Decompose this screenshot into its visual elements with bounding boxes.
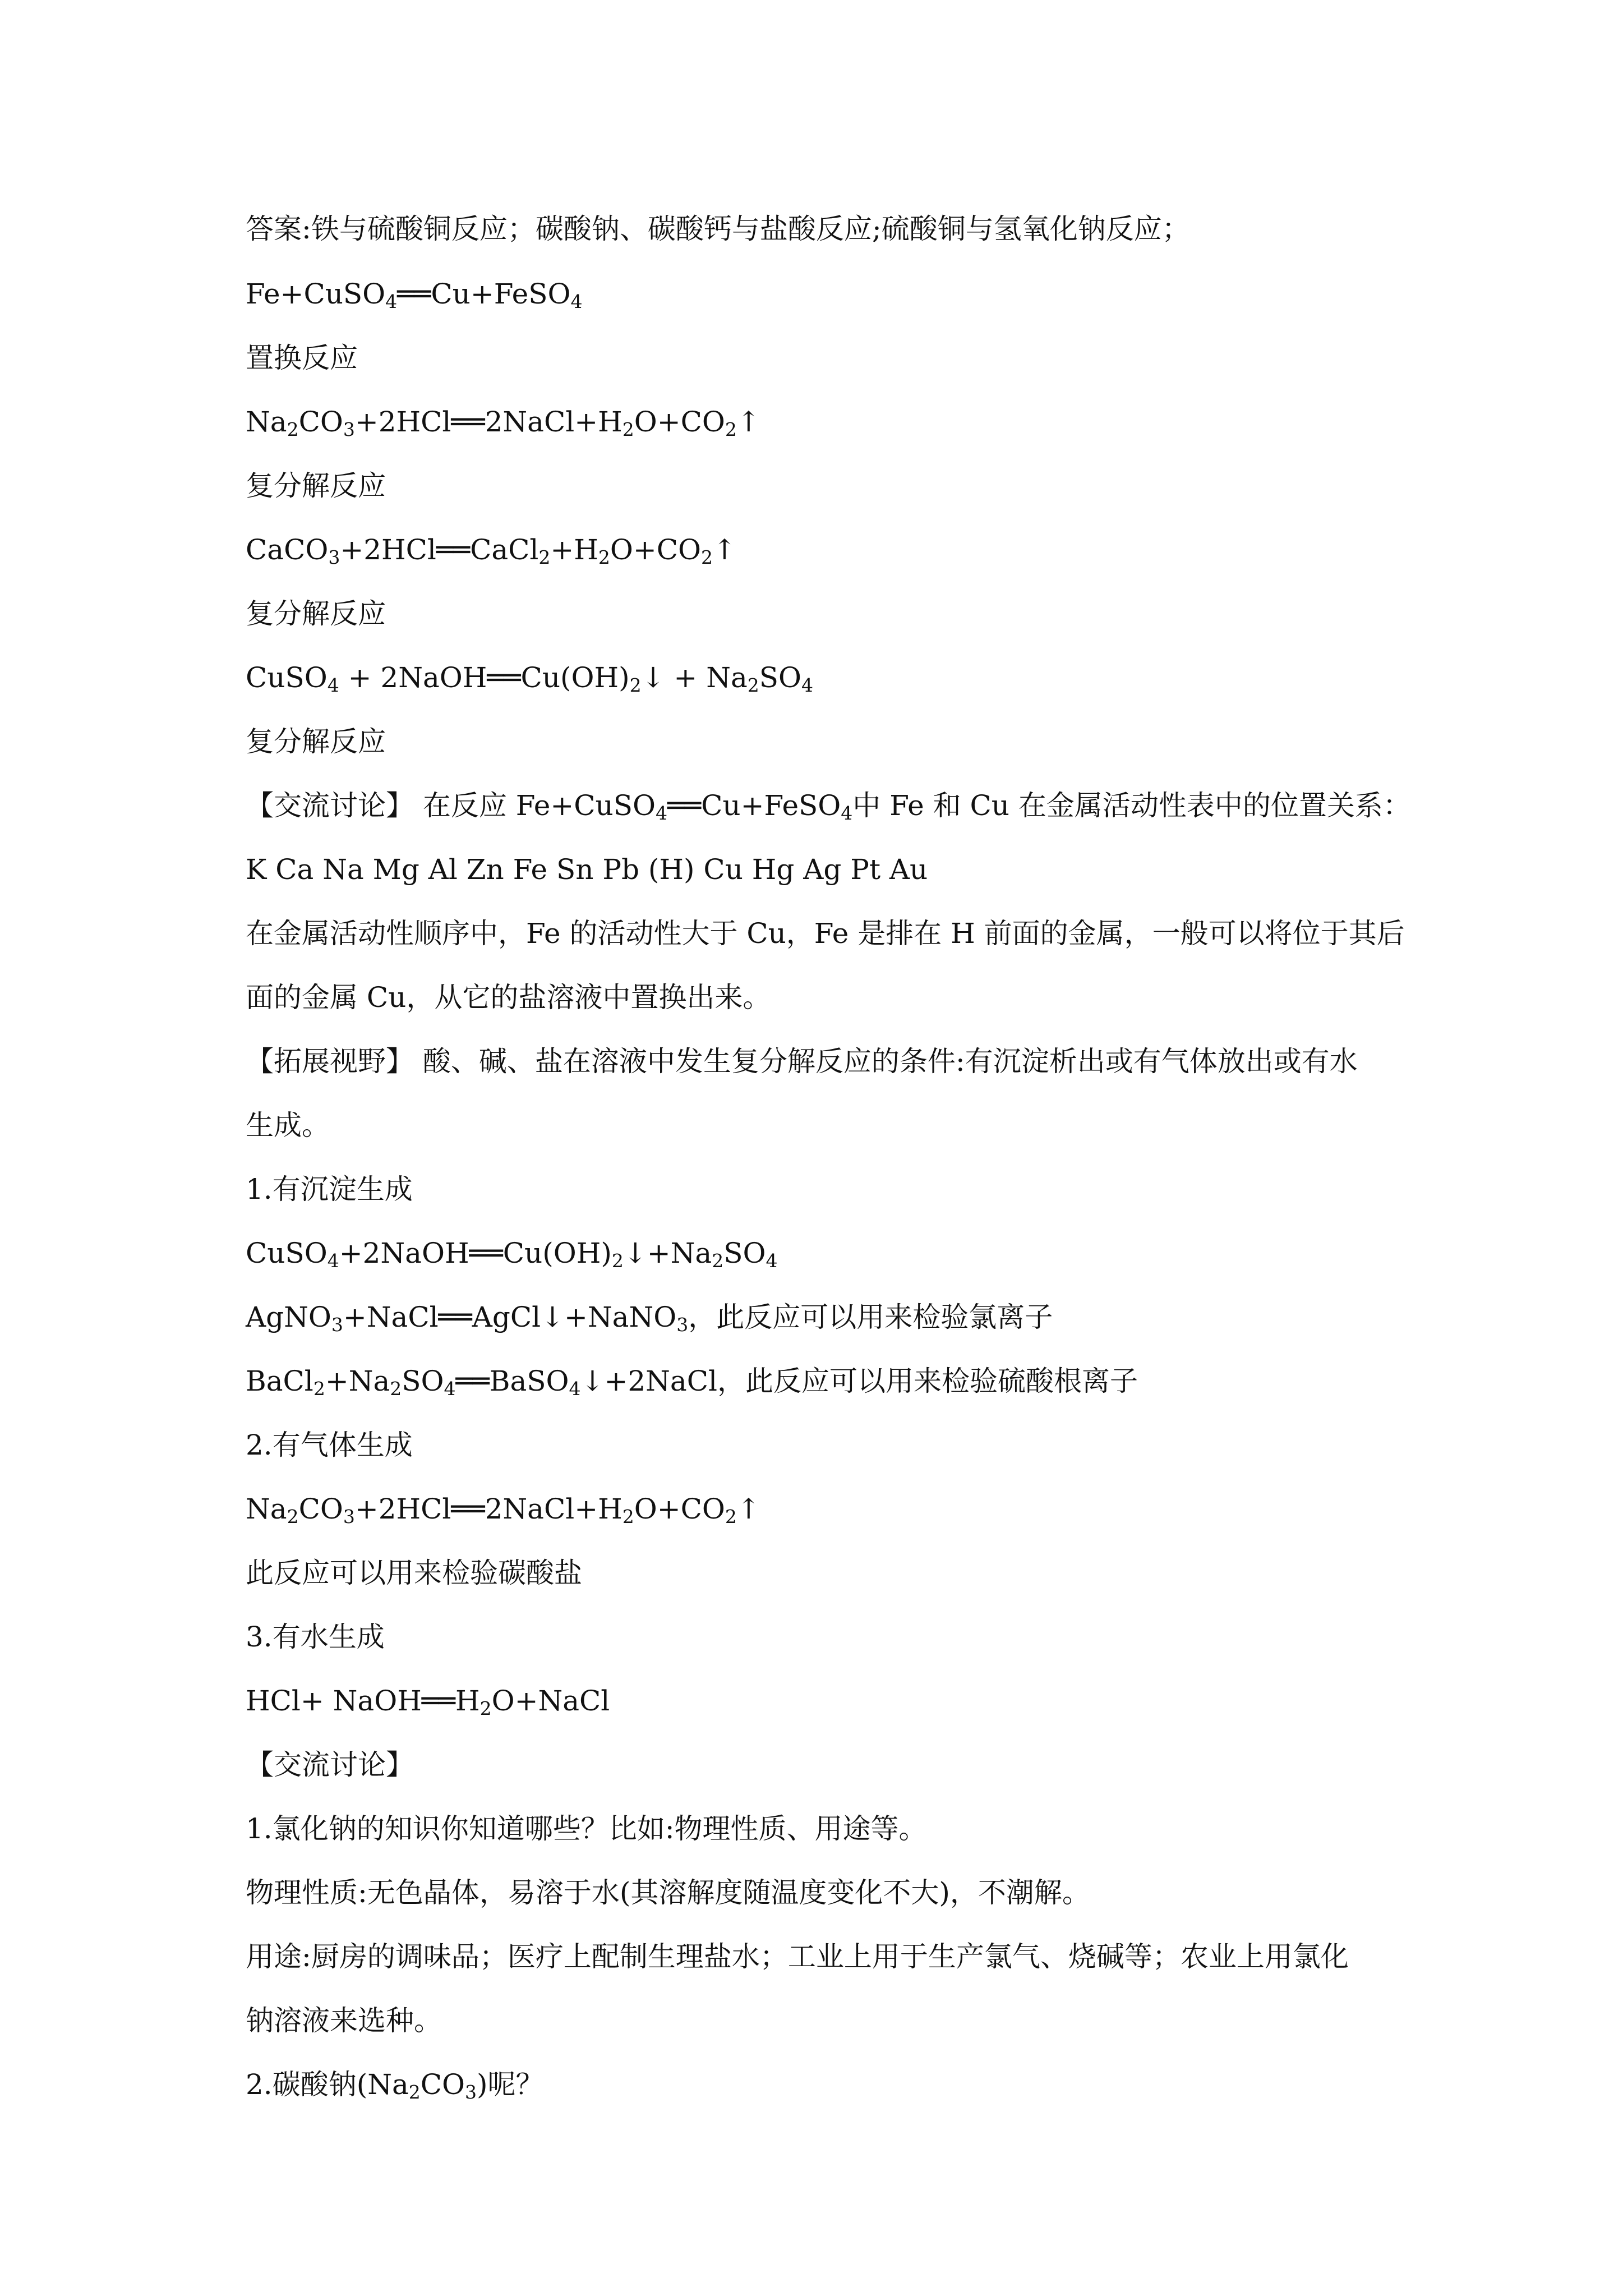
equation-line: AgNO$_3$+NaCl══AgCl↓+NaNO$_3$，此反应可以用来检验氯离子 [246,1301,1053,1336]
equation-line: $HCl+ NaOH══H_2O+NaCl$ [246,1685,610,1719]
expand-heading-line: 【拓展视野】 酸、碱、盐在溶液中发生复分解反应的条件:有沉淀析出或有气体放出或有水 [246,1045,1358,1078]
equation-line: CuSO$_4$ + $2NaOH══Cu(OH)_2↓ + Na_2SO_4$ [246,661,814,696]
text-line: 在金属活动性顺序中，Fe 的活动性大于 Cu，Fe 是排在 H 前面的金属，一般可以将位于其后 [246,917,1405,950]
text-line: 用途:厨房的调味品；医疗上配制生理盐水；工业上用于生产氯气、烧碱等；农业上用氯化 [246,1940,1349,1973]
text-line: 生成。 [246,1109,330,1142]
text-line: 1.氯化钠的知识你知道哪些？比如:物理性质、用途等。 [246,1812,927,1845]
text-line: 面的金属 Cu，从它的盐溶液中置换出来。 [246,981,771,1014]
activity-series-line: K Ca Na Mg Al Zn Fe Sn Pb (H) Cu Hg Ag Pt Au [246,853,928,886]
text-line: 1.有沉淀生成 [246,1173,413,1205]
equation-line: $Na_2CO_3+2HCl══2NaCl+H_2O+CO_2↑$ [246,406,760,440]
text-line: 此反应可以用来检验碳酸盐 [246,1557,582,1589]
text-line: 置换反应 [246,342,358,374]
text-line: 2.有气体生成 [246,1429,413,1461]
equation-line: $Na_2CO_3+2HCl══2NaCl+H_2O+CO_2↑$ [246,1493,760,1527]
text-line: 钠溶液来选种。 [246,2004,442,2037]
text-line: 答案:铁与硫酸铜反应；碳酸钠、碳酸钙与盐酸反应;硫酸铜与氢氧化钠反应； [246,213,1190,245]
text-line: 2.碳酸钠$(Na_2CO_3)$呢？ [246,2068,544,2103]
text-line: 物理性质:无色晶体，易溶于水(其溶解度随温度变化不大)，不潮解。 [246,1876,1090,1909]
equation-line: $CaCO_3+2HCl══CaCl_2+H_2O+CO_2↑$ [246,533,736,568]
equation-line: $CuSO_4+2NaOH══Cu(OH)_2↓+Na_2SO_4$ [246,1237,778,1272]
text-line: 3.有水生成 [246,1621,385,1653]
discussion-heading-line: 【交流讨论】 [246,1749,414,1781]
text-line: 复分解反应 [246,597,386,630]
text-line: 复分解反应 [246,470,386,502]
equation-line: $BaCl_2+Na_2SO_4══BaSO_4↓+2NaCl$，此反应可以用来检验硫酸根离子 [246,1365,1138,1400]
text-line: 复分解反应 [246,725,386,758]
equation-line: Fe+CuSO$_4$══Cu+FeSO$_4$ [246,278,583,312]
discussion-heading-line: 【交流讨论】 在反应 Fe+CuSO$_4$══Cu+FeSO$_4$中 Fe 和 Cu 在金属活动性表中的位置关系： [246,789,1411,824]
